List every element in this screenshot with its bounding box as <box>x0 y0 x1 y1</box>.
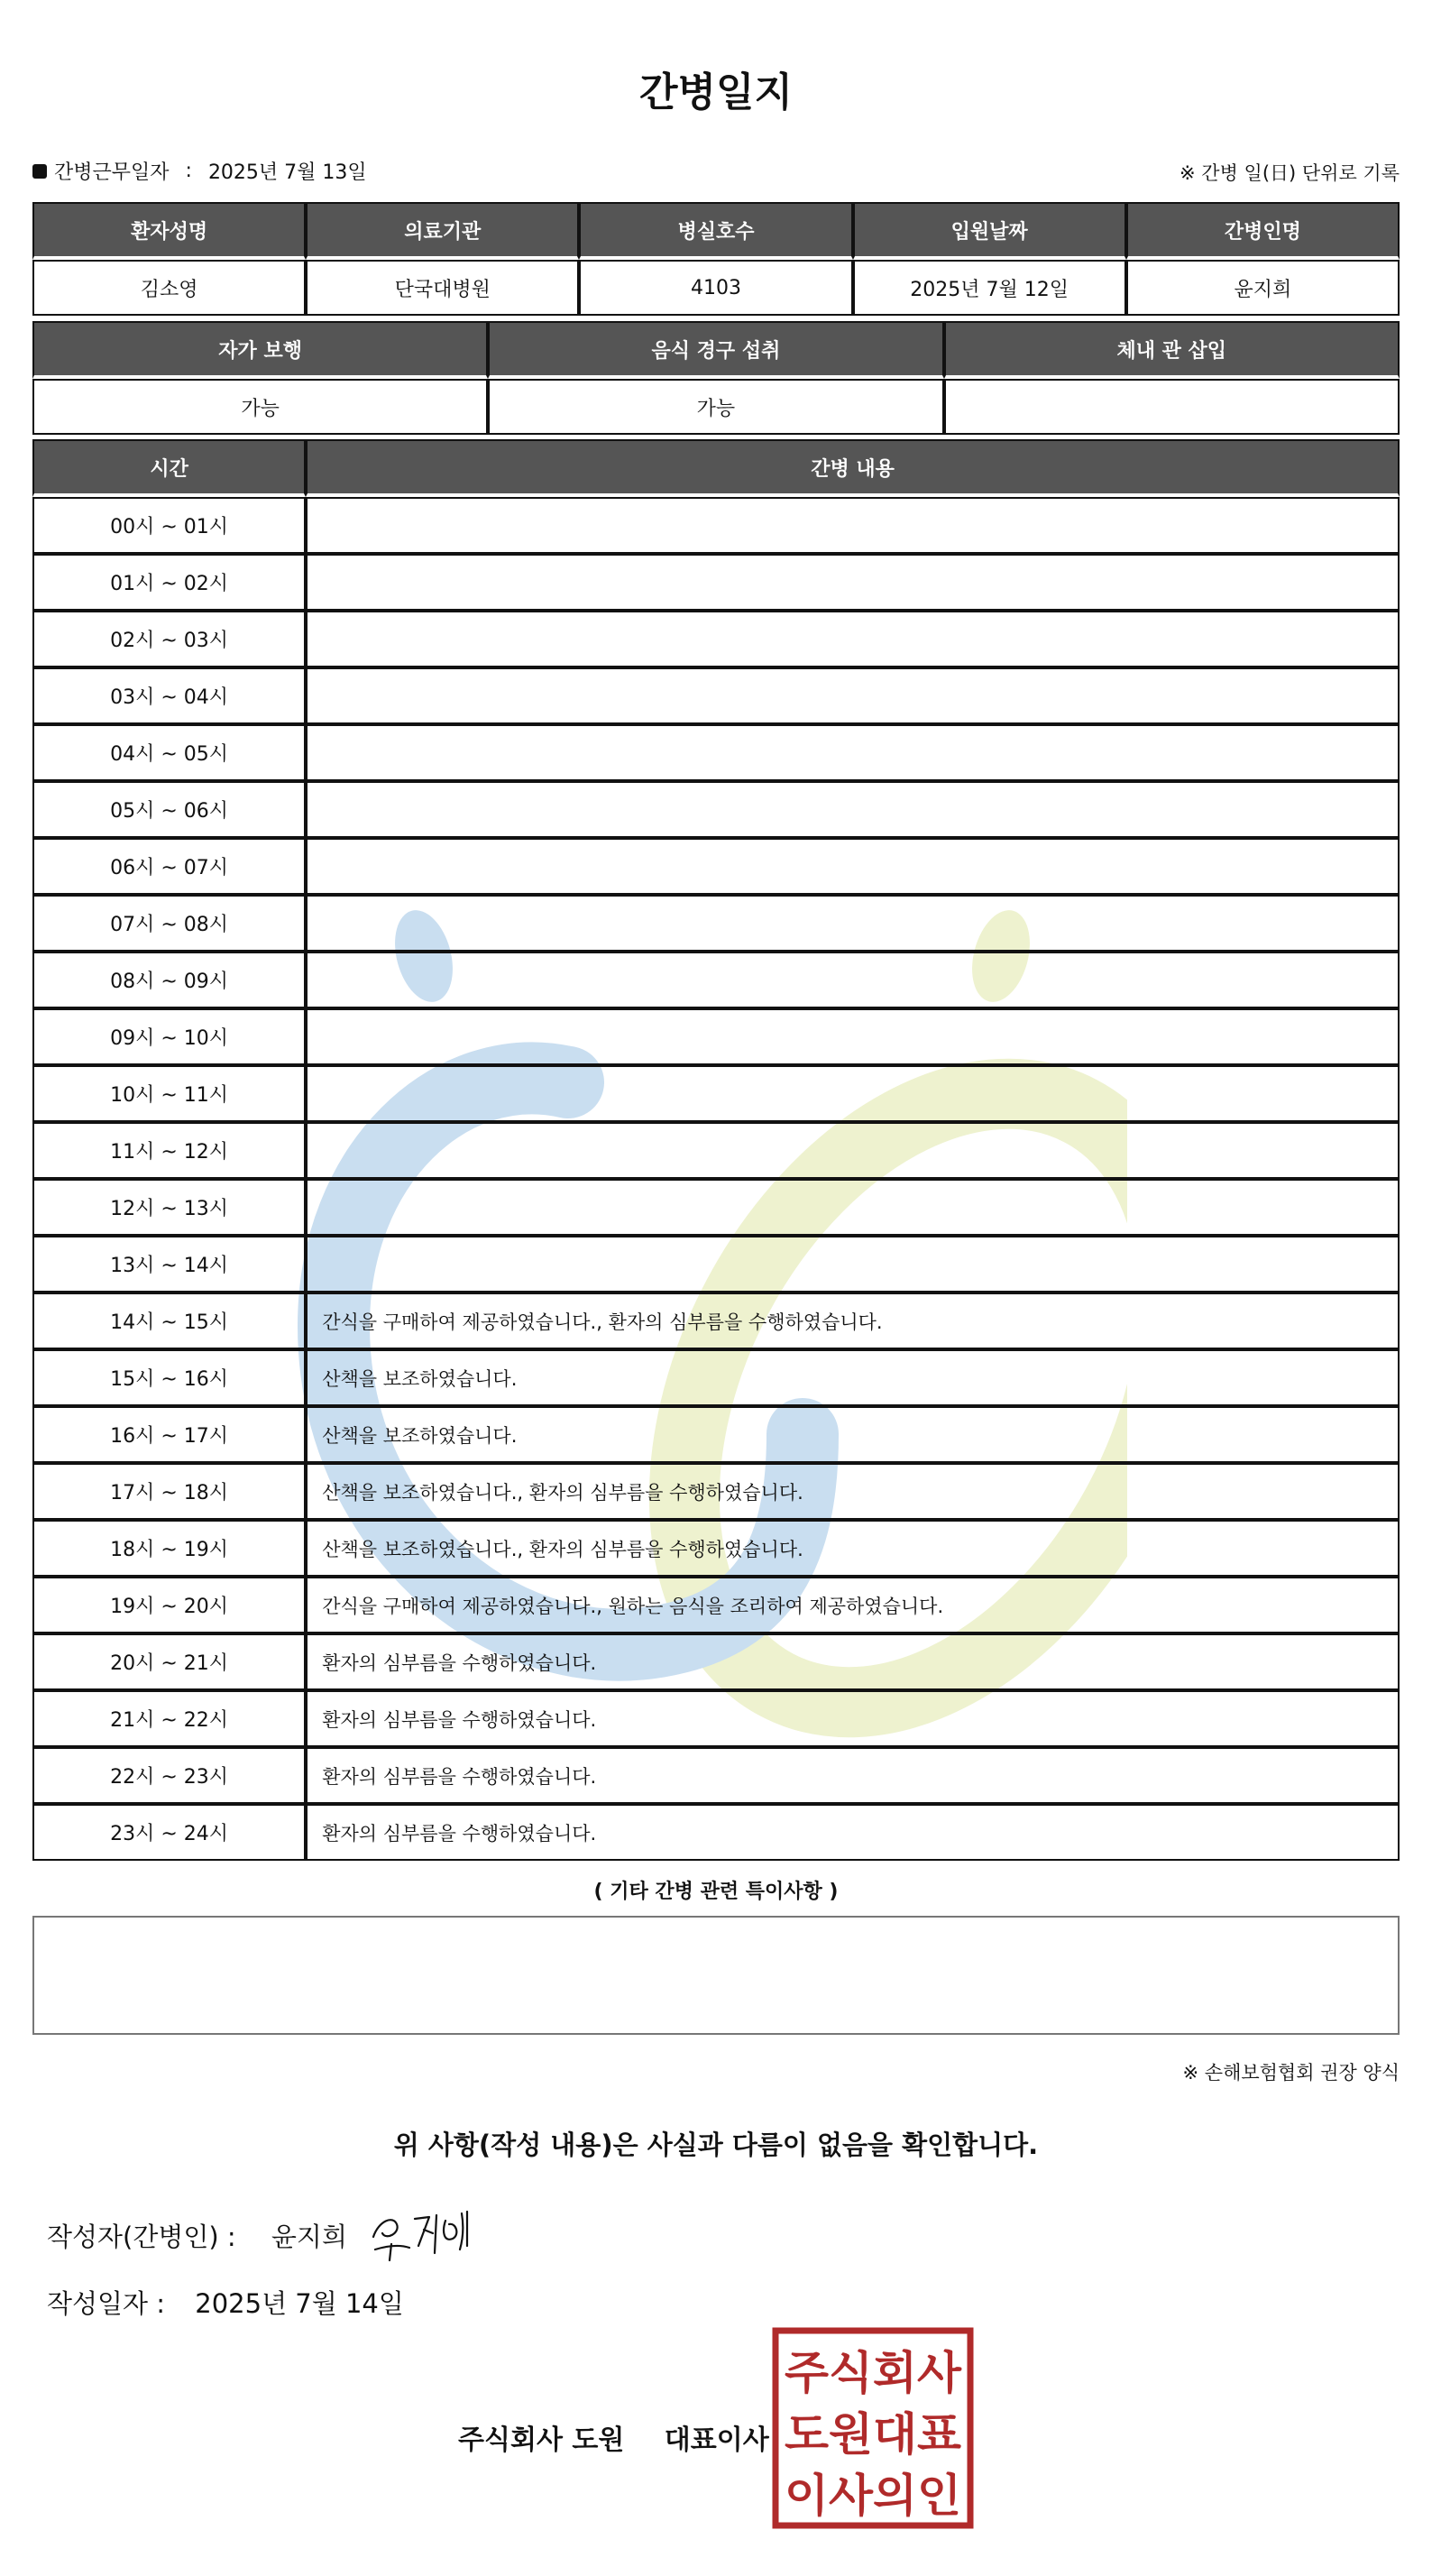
admission-date-value: 2025년 7월 12일 <box>853 260 1126 316</box>
time-cell: 20시 ~ 21시 <box>32 1633 306 1690</box>
time-cell: 21시 ~ 22시 <box>32 1690 306 1747</box>
header-oral-intake: 음식 경구 섭취 <box>488 321 943 379</box>
patient-ability-table <box>32 321 1400 435</box>
care-content-cell: 간식을 구매하여 제공하였습니다., 원하는 음식을 조리하여 제공하였습니다. <box>306 1577 1400 1633</box>
svg-text:이사의인: 이사의인 <box>785 2470 961 2522</box>
care-content-cell <box>306 667 1400 724</box>
writer-line <box>47 2217 347 2254</box>
care-content-cell: 환자의 심부름을 수행하였습니다. <box>306 1747 1400 1804</box>
time-cell: 11시 ~ 12시 <box>32 1122 306 1179</box>
care-content-cell <box>306 1179 1400 1236</box>
table-row <box>32 1349 1400 1406</box>
association-note: ※ 손해보험협회 권장 양식 <box>1182 2062 1400 2084</box>
time-cell: 09시 ~ 10시 <box>32 1008 306 1065</box>
time-cell: 02시 ~ 03시 <box>32 611 306 667</box>
self-walking-value: 가능 <box>32 379 488 435</box>
header-caregiver-name: 간병인명 <box>1126 202 1400 260</box>
care-content-cell: 산책을 보조하였습니다., 환자의 심부름을 수행하였습니다. <box>306 1463 1400 1520</box>
care-content-cell <box>306 1008 1400 1065</box>
table-row <box>32 781 1400 838</box>
care-content-cell <box>306 724 1400 781</box>
written-date-value: 2025년 7월 14일 <box>195 2288 404 2319</box>
handwritten-signature <box>366 2194 501 2266</box>
care-content-cell <box>306 1122 1400 1179</box>
work-date-line <box>32 157 367 185</box>
bullet-square-icon <box>32 164 47 179</box>
table-row <box>32 667 1400 724</box>
care-content-cell <box>306 1236 1400 1293</box>
time-cell: 10시 ~ 11시 <box>32 1065 306 1122</box>
header-room-number: 병실호수 <box>579 202 852 260</box>
record-unit-note: ※ 간병 일(日) 단위로 기록 <box>1180 162 1400 184</box>
hospital-value: 단국대병원 <box>306 260 579 316</box>
time-cell: 06시 ~ 07시 <box>32 838 306 895</box>
time-cell: 14시 ~ 15시 <box>32 1293 306 1349</box>
work-date-label: 간병근무일자 <box>54 161 170 184</box>
time-cell: 00시 ~ 01시 <box>32 497 306 554</box>
table-row <box>32 1122 1400 1179</box>
care-content-cell: 산책을 보조하였습니다. <box>306 1349 1400 1406</box>
work-date-value: 2025년 7월 13일 <box>207 161 367 184</box>
patient-info-table <box>32 202 1400 316</box>
svg-text:도원대표: 도원대표 <box>785 2408 962 2461</box>
company-seal-stamp <box>772 2327 974 2529</box>
time-cell: 23시 ~ 24시 <box>32 1804 306 1861</box>
care-content-cell: 환자의 심부름을 수행하였습니다. <box>306 1690 1400 1747</box>
table-row <box>32 1008 1400 1065</box>
care-content-cell <box>306 611 1400 667</box>
header-time: 시간 <box>32 439 306 497</box>
table-row <box>32 838 1400 895</box>
header-patient-name: 환자성명 <box>32 202 306 260</box>
care-content-cell <box>306 497 1400 554</box>
table-row <box>32 1406 1400 1463</box>
care-content-cell <box>306 1065 1400 1122</box>
time-cell: 22시 ~ 23시 <box>32 1747 306 1804</box>
written-date-line <box>47 2284 404 2321</box>
table-row <box>32 497 1400 554</box>
time-cell: 18시 ~ 19시 <box>32 1520 306 1577</box>
caregiver-name-value: 윤지희 <box>1126 260 1400 316</box>
time-cell: 13시 ~ 14시 <box>32 1236 306 1293</box>
table-row <box>32 1236 1400 1293</box>
care-content-cell <box>306 895 1400 952</box>
writer-label: 작성자(간병인) : <box>47 2222 236 2252</box>
header-self-walking: 자가 보행 <box>32 321 488 379</box>
time-cell: 07시 ~ 08시 <box>32 895 306 952</box>
care-content-cell: 산책을 보조하였습니다. <box>306 1406 1400 1463</box>
time-cell: 12시 ~ 13시 <box>32 1179 306 1236</box>
time-cell: 08시 ~ 09시 <box>32 952 306 1008</box>
header-tube-insertion: 체내 관 삽입 <box>944 321 1400 379</box>
time-cell: 16시 ~ 17시 <box>32 1406 306 1463</box>
care-log-table <box>32 439 1400 1861</box>
care-content-cell <box>306 952 1400 1008</box>
time-cell: 04시 ~ 05시 <box>32 724 306 781</box>
table-row <box>32 1577 1400 1633</box>
table-row <box>32 1520 1400 1577</box>
time-cell: 15시 ~ 16시 <box>32 1349 306 1406</box>
table-row <box>32 1179 1400 1236</box>
time-cell: 19시 ~ 20시 <box>32 1577 306 1633</box>
care-content-cell: 산책을 보조하였습니다., 환자의 심부름을 수행하였습니다. <box>306 1520 1400 1577</box>
company-ceo-title: 대표이사 <box>664 2424 769 2456</box>
table-row <box>32 1065 1400 1122</box>
care-content-cell <box>306 838 1400 895</box>
special-notes-box <box>32 1916 1400 2035</box>
confirmation-statement: 위 사항(작성 내용)은 사실과 다름이 없음을 확인합니다. <box>393 2130 1039 2160</box>
page-title: 간병일지 <box>638 69 793 115</box>
work-date-separator: : <box>185 160 192 182</box>
time-cell: 01시 ~ 02시 <box>32 554 306 611</box>
oral-intake-value: 가능 <box>488 379 943 435</box>
header-hospital: 의료기관 <box>306 202 579 260</box>
table-row <box>32 554 1400 611</box>
table-row <box>32 1293 1400 1349</box>
writer-name: 윤지희 <box>271 2222 347 2252</box>
header-care-content: 간병 내용 <box>306 439 1400 497</box>
table-row <box>32 724 1400 781</box>
table-row <box>32 1463 1400 1520</box>
table-row <box>32 1690 1400 1747</box>
time-cell: 03시 ~ 04시 <box>32 667 306 724</box>
svg-text:주식회사: 주식회사 <box>785 2347 962 2399</box>
care-log-body <box>32 497 1400 1861</box>
special-notes-title: ( 기타 간병 관련 특이사항 ) <box>593 1881 839 1903</box>
time-cell: 05시 ~ 06시 <box>32 781 306 838</box>
table-row <box>32 1633 1400 1690</box>
care-content-cell <box>306 781 1400 838</box>
table-row <box>32 611 1400 667</box>
tube-insertion-value <box>944 379 1400 435</box>
time-cell: 17시 ~ 18시 <box>32 1463 306 1520</box>
company-name: 주식회사 도원 <box>458 2424 625 2456</box>
table-row <box>32 1747 1400 1804</box>
patient-name-value: 김소영 <box>32 260 306 316</box>
header-admission-date: 입원날짜 <box>853 202 1126 260</box>
room-number-value: 4103 <box>579 260 852 316</box>
care-content-cell: 간식을 구매하여 제공하였습니다., 환자의 심부름을 수행하였습니다. <box>306 1293 1400 1349</box>
table-row <box>32 952 1400 1008</box>
care-content-cell: 환자의 심부름을 수행하였습니다. <box>306 1633 1400 1690</box>
care-content-cell: 환자의 심부름을 수행하였습니다. <box>306 1804 1400 1861</box>
table-row <box>32 895 1400 952</box>
care-content-cell <box>306 554 1400 611</box>
written-date-label: 작성일자 : <box>47 2288 166 2319</box>
company-line <box>458 2417 769 2457</box>
table-row <box>32 1804 1400 1861</box>
